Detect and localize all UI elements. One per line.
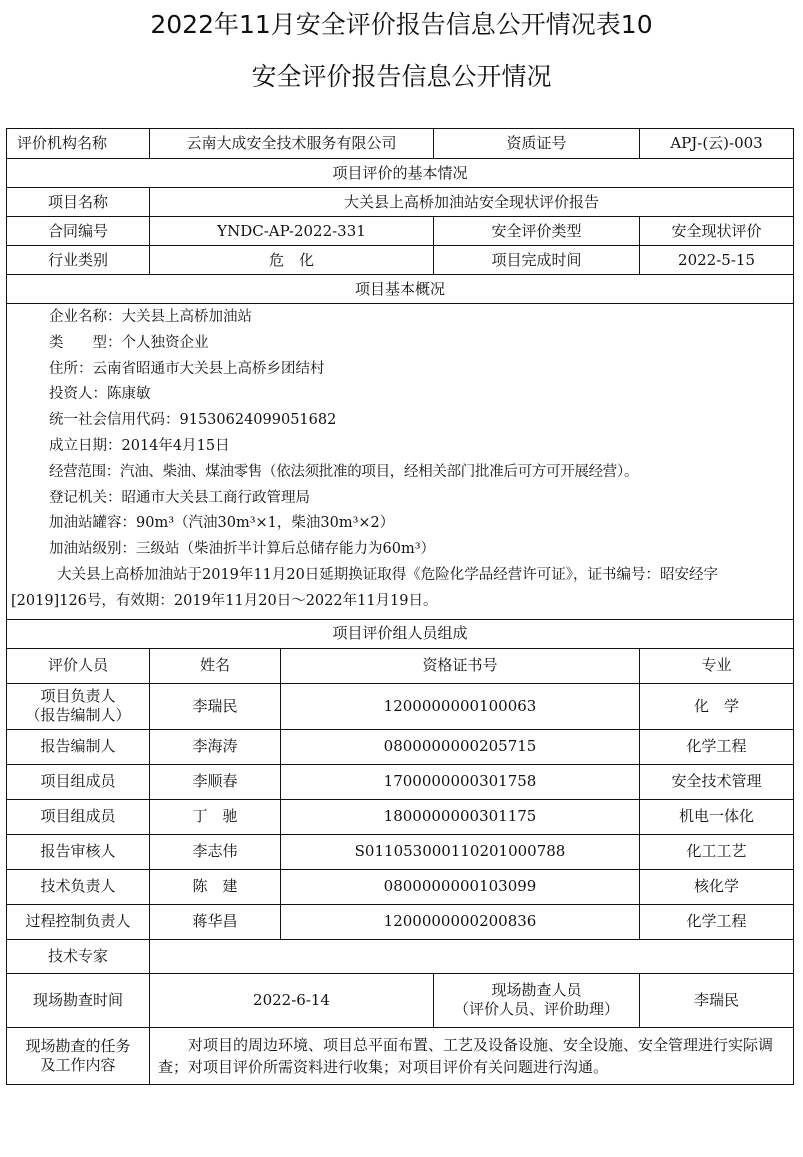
overview-content (7, 304, 794, 620)
team-role: 报告编制人 (7, 729, 150, 764)
project-name-row (7, 188, 794, 217)
overview-line: 经营范围：汽油、柴油、煤油零售（依法须批准的项目，经相关部门批准后可方可开展经营）。 (49, 463, 639, 480)
team-header-row (7, 648, 794, 683)
cert-label: 资质证号 (434, 129, 640, 159)
team-role-line2: （报告编制人） (25, 706, 131, 725)
project-name-label: 项目名称 (7, 188, 150, 217)
team-role: 技术负责人 (7, 869, 150, 904)
completion-value: 2022-5-15 (640, 246, 794, 275)
overview-row (7, 304, 794, 620)
overview-line: 企业名称：大关县上高桥加油站 (49, 309, 252, 325)
overview-line: 投资人：陈康敏 (49, 386, 151, 403)
document-title: 2022年11月安全评价报告信息公开情况表10 (150, 10, 653, 39)
team-cert: 0800000000205715 (281, 729, 640, 764)
contract-label: 合同编号 (7, 217, 150, 246)
team-role: 过程控制负责人 (7, 904, 150, 939)
team-role-line1: 项目负责人 (40, 687, 116, 706)
team-name: 李顺春 (150, 764, 281, 799)
overview-line: 加油站罐容：90m³（汽油30m³×1，柴油30m³×2） (49, 515, 395, 532)
team-section-title: 项目评价组人员组成 (7, 619, 794, 648)
overview-section-title: 项目基本概况 (7, 275, 794, 304)
team-major: 化 学 (640, 683, 794, 729)
table-row (7, 729, 794, 764)
org-label: 评价机构名称 (7, 129, 150, 159)
team-major: 化工工艺 (640, 834, 794, 869)
industry-value: 危 化 (150, 246, 434, 275)
survey-staff-label (434, 973, 640, 1027)
team-name: 李海涛 (150, 729, 281, 764)
completion-label: 项目完成时间 (434, 246, 640, 275)
industry-label: 行业类别 (7, 246, 150, 275)
overview-line: 统一社会信用代码：91530624099051682 (49, 412, 337, 429)
team-name: 蒋华昌 (150, 904, 281, 939)
team-major: 机电一体化 (640, 799, 794, 834)
team-cert: S011053000110201000788 (281, 834, 640, 869)
table-row (7, 799, 794, 834)
team-header-role: 评价人员 (7, 648, 150, 683)
document-subtitle: 安全评价报告信息公开情况 (251, 62, 552, 91)
survey-row (7, 973, 794, 1027)
survey-time-label: 现场勘查时间 (7, 973, 150, 1027)
task-text: 对项目的周边环境、项目总平面布置、工艺及设备设施、安全设施、安全管理进行实际调查；对项目评价所需资料进行收集；对项目评价有关问题进行沟通。 (158, 1035, 774, 1076)
table-row (7, 834, 794, 869)
team-cert: 1200000000200836 (281, 904, 640, 939)
overview-line: 登记机关：昭通市大关县工商行政管理局 (49, 489, 310, 506)
task-value (150, 1027, 794, 1084)
team-major: 化学工程 (640, 729, 794, 764)
team-role: 项目组成员 (7, 799, 150, 834)
org-row (7, 129, 794, 159)
eval-type-label: 安全评价类型 (434, 217, 640, 246)
team-role: 报告审核人 (7, 834, 150, 869)
team-cert: 1700000000301758 (281, 764, 640, 799)
eval-type-value: 安全现状评价 (640, 217, 794, 246)
team-name: 李志伟 (150, 834, 281, 869)
contract-value: YNDC-AP-2022-331 (150, 217, 434, 246)
task-label-line1: 现场勘查的任务 (25, 1036, 131, 1055)
team-name: 丁 驰 (150, 799, 281, 834)
org-value: 云南大成安全技术服务有限公司 (150, 129, 434, 159)
overview-line: 成立日期：2014年4月15日 (49, 437, 230, 454)
industry-row (7, 246, 794, 275)
team-major: 化学工程 (640, 904, 794, 939)
team-cert: 1200000000100063 (281, 683, 640, 729)
cert-value: APJ-(云)-003 (640, 129, 794, 159)
overview-paragraph: 大关县上高桥加油站于2019年11月20日延期换证取得《危险化学品经营许可证》，证书编号：昭安经字[2019]126号，有效期：2019年11月20日～2022年11月19日。 (11, 566, 719, 609)
task-label-line2: 及工作内容 (40, 1055, 116, 1074)
team-header-cert: 资格证书号 (281, 648, 640, 683)
table-row (7, 764, 794, 799)
table-row (7, 869, 794, 904)
survey-time-value: 2022-6-14 (150, 973, 434, 1027)
survey-staff-label-line1: 现场勘查人员 (491, 981, 582, 1000)
expert-label: 技术专家 (7, 939, 150, 973)
expert-value (150, 939, 794, 973)
team-major: 核化学 (640, 869, 794, 904)
task-label (7, 1027, 150, 1084)
team-header-name: 姓名 (150, 648, 281, 683)
overview-line: 住所：云南省昭通市大关县上高桥乡团结村 (49, 360, 325, 377)
basic-section-title: 项目评价的基本情况 (7, 159, 794, 188)
expert-row (7, 939, 794, 973)
disclosure-table (6, 128, 794, 1085)
table-row (7, 683, 794, 729)
team-major: 安全技术管理 (640, 764, 794, 799)
team-role: 项目组成员 (7, 764, 150, 799)
team-cert: 1800000000301175 (281, 799, 640, 834)
team-name: 陈 建 (150, 869, 281, 904)
team-section-row (7, 619, 794, 648)
team-cert: 0800000000103099 (281, 869, 640, 904)
overview-section-row (7, 275, 794, 304)
project-name-value: 大关县上高桥加油站安全现状评价报告 (150, 188, 794, 217)
basic-section-row (7, 159, 794, 188)
contract-row (7, 217, 794, 246)
team-header-major: 专业 (640, 648, 794, 683)
team-role (7, 683, 150, 729)
task-row (7, 1027, 794, 1084)
team-name: 李瑞民 (150, 683, 281, 729)
survey-staff-label-line2: （评价人员、评价助理） (454, 1000, 620, 1019)
table-row (7, 904, 794, 939)
survey-staff-value: 李瑞民 (640, 973, 794, 1027)
overview-line: 加油站级别：三级站（柴油折半计算后总储存能力为60m³） (49, 541, 436, 558)
overview-line: 类 型：个人独资企业 (49, 334, 209, 351)
